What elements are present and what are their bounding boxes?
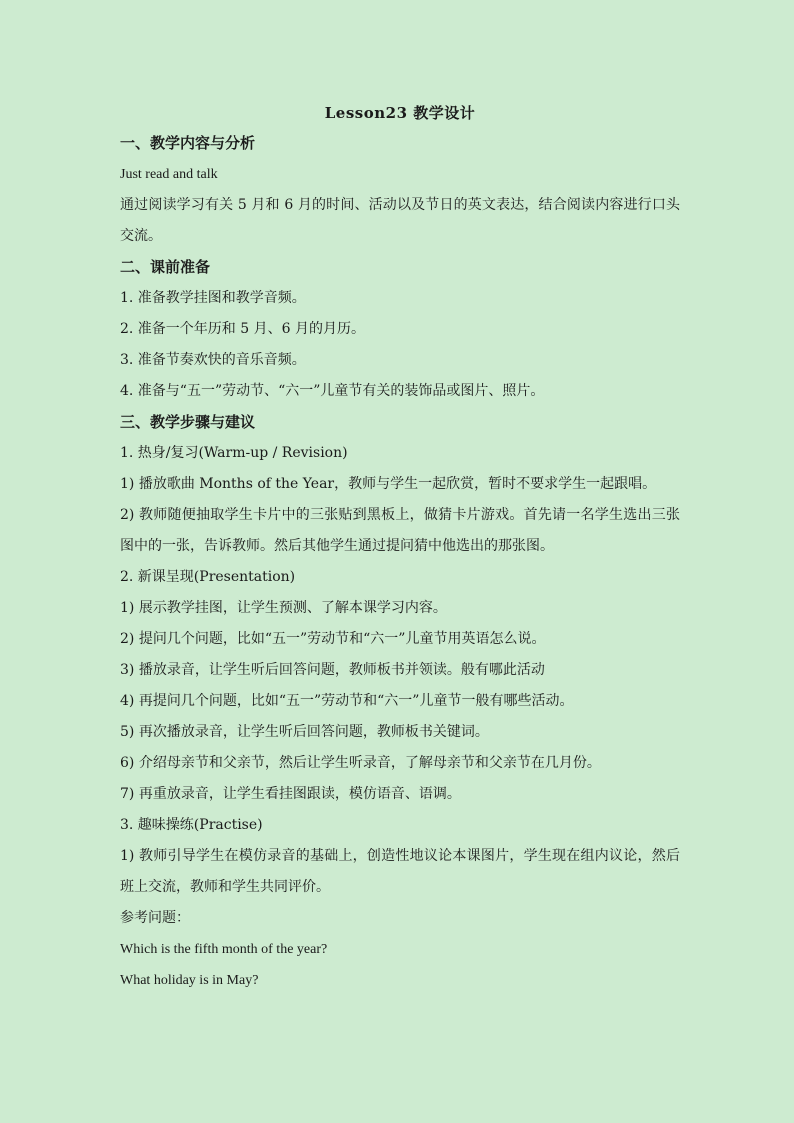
step-item: 2) 教师随便抽取学生卡片中的三张贴到黑板上，做猜卡片游戏。首先请一名学生选出三张图中的一张，告诉教师。然后其他学生通过提问猜中他选出的那张图。	[120, 507, 680, 554]
prep-item: 1. 准备教学挂图和教学音频。	[120, 290, 306, 306]
step-item: 1) 播放歌曲 Months of the Year，教师与学生一起欣赏，暂时不要求学生一起跟唱。	[120, 476, 657, 492]
reference-question: What holiday is in May?	[120, 973, 259, 988]
section-heading-steps: 三、教学步骤与建议	[120, 413, 256, 431]
section-subtitle: Just read and talk	[120, 167, 218, 182]
section-heading-content-analysis: 一、教学内容与分析	[120, 134, 256, 152]
step-item: 2) 提问几个问题，比如“五一”劳动节和“六一”儿童节用英语怎么说。	[120, 631, 546, 647]
section-heading-preparation: 二、课前准备	[120, 258, 211, 276]
document-page	[120, 98, 680, 996]
step-title-presentation: 2. 新课呈现(Presentation)	[120, 569, 296, 585]
reference-question: Which is the fifth month of the year?	[120, 942, 328, 957]
prep-item: 4. 准备与“五一”劳动节、“六一”儿童节有关的装饰品或图片、照片。	[120, 383, 545, 399]
step-item: 7) 再重放录音，让学生看挂图跟读，模仿语音、语调。	[120, 786, 461, 802]
step-item: 6) 介绍母亲节和父亲节，然后让学生听录音，了解母亲节和父亲节在几月份。	[120, 755, 601, 771]
step-item: 5) 再次播放录音，让学生听后回答问题，教师板书关键词。	[120, 724, 489, 740]
document-title: Lesson23 教学设计	[324, 104, 476, 122]
step-item: 1) 展示教学挂图，让学生预测、了解本课学习内容。	[120, 600, 447, 616]
prep-item: 2. 准备一个年历和 5 月、6 月的月历。	[120, 321, 365, 337]
step-title-practise: 3. 趣味操练(Practise)	[120, 817, 263, 833]
step-item: 3) 播放录音，让学生听后回答问题，教师板书并领读。般有哪此活动	[120, 662, 545, 678]
step-item: 4) 再提问几个问题，比如“五一”劳动节和“六一”儿童节一般有哪些活动。	[120, 693, 574, 709]
step-title-warmup: 1. 热身/复习(Warm-up / Revision)	[120, 445, 348, 461]
prep-item: 3. 准备节奏欢快的音乐音频。	[120, 352, 306, 368]
reference-label: 参考问题：	[120, 910, 190, 926]
step-item: 1) 教师引导学生在模仿录音的基础上，创造性地议论本课图片，学生现在组内议论，然后班上交流，教师和学生共同评价。	[120, 848, 680, 895]
section-description: 通过阅读学习有关 5 月和 6 月的时间、活动以及节日的英文表达，结合阅读内容进行口头交流。	[120, 197, 680, 244]
